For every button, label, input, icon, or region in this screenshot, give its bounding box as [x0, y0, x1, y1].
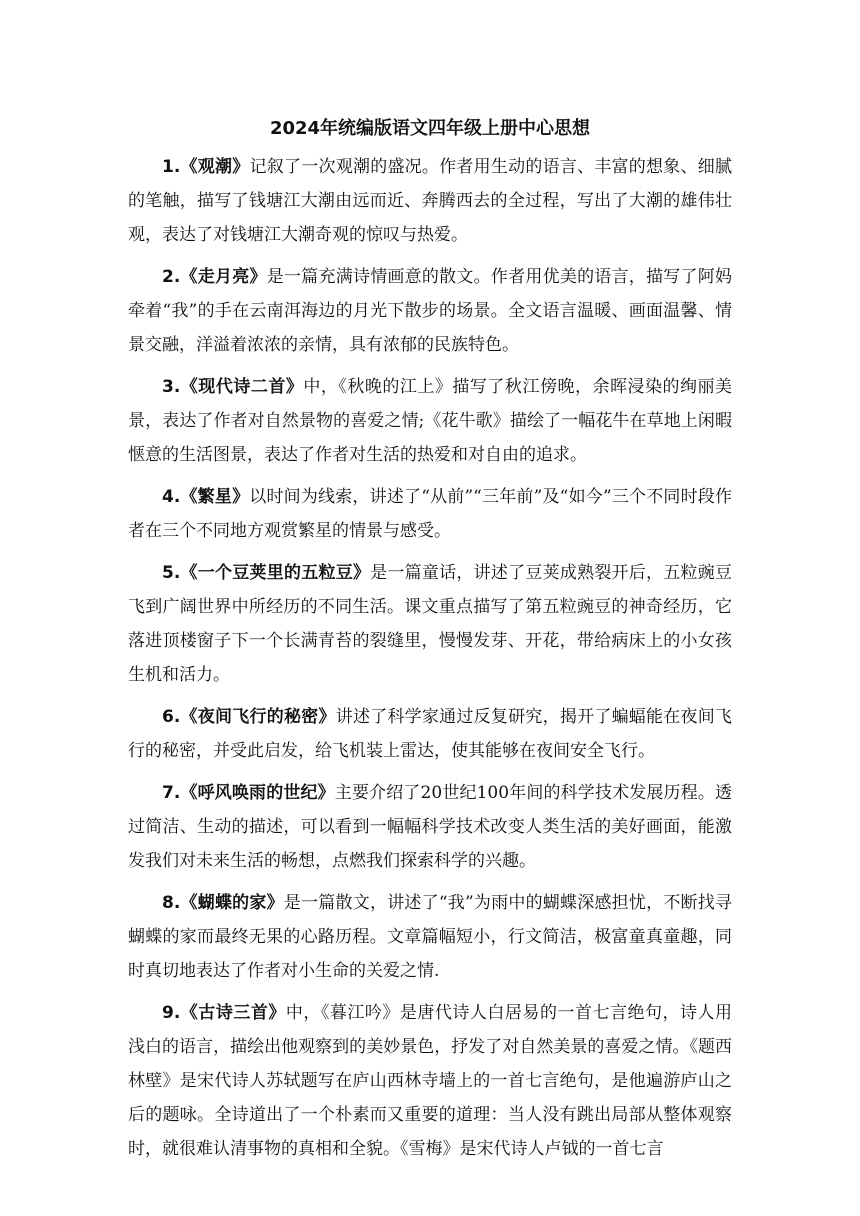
summary-text: 中，《暮江吟》是唐代诗人白居易的一首七言绝句，诗人用浅白的语言，描绘出他观察到的美妙景色，抒发了对自然美景的喜爱之情。《题西林壁》是宋代诗人苏轼题写在庐山西林寺墙上的一首七言绝句，是他遍游庐山之后的题咏。全诗道出了一个朴素而又重要的道理：当人没有跳出局部从整体观察时，就很难认清事物的真相和全貌。《雪梅》是宋代诗人卢钺的一首七言	[128, 1003, 733, 1159]
paragraph-9	[128, 996, 732, 1166]
summary-text: 讲述了科学家通过反复研究，揭开了蝙蝠能在夜间飞行的秘密，并受此启发，给飞机装上雷达，使其能够在夜间安全飞行。	[128, 707, 733, 761]
item-number: 9.	[162, 1003, 181, 1023]
paragraph-8	[128, 886, 732, 988]
summary-text: 中，《秋晚的江上》描写了秋江傍晚，余晖浸染的绚丽美景，表达了作者对自然景物的喜爱之情;《花牛歌》描绘了一幅花牛在草地上闲暇惬意的生活图景，表达了作者对生活的热爱和对自由的追求。	[128, 377, 733, 465]
text-title: 《繁星》	[180, 487, 250, 507]
summary-text: 是一篇充满诗情画意的散文。作者用优美的语言，描写了阿妈牵着“我”的手在云南洱海边的月光下散步的场景。全文语言温暖、画面温馨、情景交融，洋溢着浓浓的亲情，具有浓郁的民族特色。	[128, 267, 733, 355]
text-title: 《一个豆荚里的五粒豆》	[180, 563, 371, 583]
page-title: 2024年统编版语文四年级上册中心思想	[269, 118, 591, 139]
item-number: 8.	[162, 893, 181, 913]
paragraph-5	[128, 556, 732, 692]
paragraph-7	[128, 776, 732, 878]
summary-text: 是一篇散文，讲述了“我”为雨中的蝴蝶深感担忧，不断找寻蝴蝶的家而最终无果的心路历程。文章篇幅短小，行文简洁，极富童真童趣，同时真切地表达了作者对小生命的关爱之情.	[128, 893, 733, 981]
paragraph-4	[128, 480, 732, 548]
text-title: 《呼风唤雨的世纪》	[180, 783, 335, 803]
text-title: 《夜间飞行的秘密》	[180, 707, 336, 727]
paragraph-6	[128, 700, 732, 768]
item-number: 2.	[162, 267, 181, 287]
item-number: 6.	[162, 707, 181, 727]
item-number: 5.	[162, 563, 181, 583]
paragraph-2	[128, 260, 732, 362]
text-title: 《古诗三首》	[180, 1003, 286, 1023]
item-number: 7.	[162, 783, 181, 803]
text-title: 《现代诗二首》	[180, 377, 304, 397]
item-number: 3.	[162, 377, 181, 397]
text-title: 《蝴蝶的家》	[180, 893, 284, 913]
summary-text: 主要介绍了20世纪100年间的科学技术发展历程。透过简洁、生动的描述，可以看到一幅幅科学技术改变人类生活的美好画面，能激发我们对未来生活的畅想，点燃我们探索科学的兴趣。	[128, 783, 732, 871]
summary-text: 记叙了一次观潮的盛况。作者用生动的语言、丰富的想象、细腻的笔触，描写了钱塘江大潮由远而近、奔腾西去的全过程，写出了大潮的雄伟壮观，表达了对钱塘江大潮奇观的惊叹与热爱。	[128, 157, 733, 245]
text-title: 《观潮》	[180, 157, 250, 177]
summary-text: 是一篇童话，讲述了豆荚成熟裂开后，五粒豌豆飞到广阔世界中所经历的不同生活。课文重点描写了第五粒豌豆的神奇经历，它落进顶楼窗子下一个长满青苔的裂缝里，慢慢发芽、开花，带给病床上的小女孩生机和活力。	[128, 563, 733, 685]
item-number: 1.	[162, 157, 181, 177]
paragraph-1	[128, 150, 732, 252]
paragraph-3	[128, 370, 732, 472]
summary-text: 以时间为线索，讲述了“从前”“三年前”及“如今”三个不同时段作者在三个不同地方观赏繁星的情景与感受。	[128, 487, 732, 541]
document-body	[128, 150, 732, 1174]
item-number: 4.	[162, 487, 181, 507]
text-title: 《走月亮》	[180, 267, 267, 287]
